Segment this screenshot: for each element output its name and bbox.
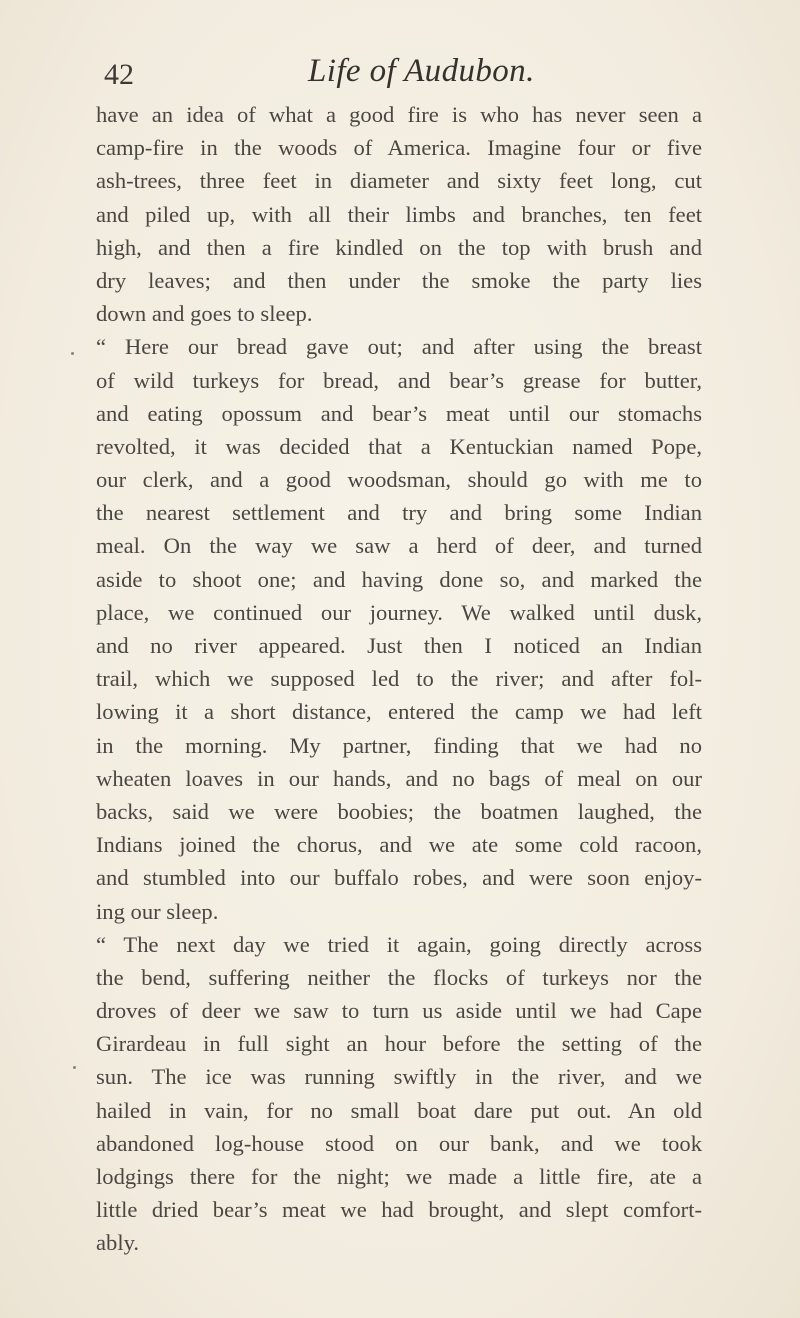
text-line: place, we continued our journey. We walked until dusk, <box>96 599 702 625</box>
text-line: abandoned log-house stood on our bank, and we took <box>96 1130 702 1156</box>
text-line: in the morning. My partner, finding that we had no <box>96 732 702 758</box>
text-line: and no river appeared. Just then I noticed an Indian <box>96 633 702 658</box>
margin-speck <box>71 352 74 355</box>
text-line: hailed in vain, for no small boat dare put out. An old <box>96 1097 702 1123</box>
text-line: dry leaves; and then under the smoke the party lies <box>96 267 702 293</box>
text-line: ably. <box>96 1230 140 1256</box>
text-line: sun. The ice was running swiftly in the river, and we <box>96 1064 702 1090</box>
text-line: meal. On the way we saw a herd of deer, and turned <box>96 533 702 559</box>
text-line: and piled up, with all their limbs and branches, ten feet <box>96 201 702 227</box>
text-line: little dried bear’s meat we had brought, and slept comfort- <box>96 1197 702 1223</box>
text-line: backs, said we were boobies; the boatmen laughed, the <box>96 798 702 824</box>
text-line: wheaten loaves in our hands, and no bags of meal on our <box>96 765 702 791</box>
text-line: down and goes to sleep. <box>96 301 313 327</box>
text-line: and eating opossum and bear’s meat until our stomachs <box>96 400 702 426</box>
page-number: 42 <box>104 58 134 91</box>
margin-speck <box>73 1066 76 1069</box>
text-line: high, and then a fire kindled on the top with brush and <box>96 234 702 260</box>
text-line: the nearest settlement and try and bring some Indian <box>96 500 702 526</box>
text-line: camp-fire in the woods of America. Imagine four or five <box>96 135 702 161</box>
text-line: trail, which we supposed led to the river; and after fol- <box>96 666 702 692</box>
text-line: ash-trees, three feet in diameter and sixty feet long, cut <box>96 168 702 194</box>
text-line: Indians joined the chorus, and we ate some cold racoon, <box>96 832 702 858</box>
text-line: revolted, it was decided that a Kentuckian named Pope, <box>96 433 702 459</box>
text-line: and stumbled into our buffalo robes, and were soon enjoy- <box>96 865 702 891</box>
text-line: “ The next day we tried it again, going directly across <box>96 931 702 957</box>
text-line: lodgings there for the night; we made a little fire, ate a <box>96 1164 702 1189</box>
text-line: “ Here our bread gave out; and after using the breast <box>96 334 702 360</box>
text-line: lowing it a short distance, entered the camp we had left <box>96 699 702 725</box>
text-line: of wild turkeys for bread, and bear’s grease for butter, <box>96 367 702 393</box>
text-line: droves of deer we saw to turn us aside until we had Cape <box>96 998 702 1024</box>
text-line: aside to shoot one; and having done so, and marked the <box>96 566 702 592</box>
text-line: the bend, suffering neither the flocks of turkeys nor the <box>96 964 702 990</box>
body-text <box>96 98 702 1260</box>
text-line: ing our sleep. <box>96 898 219 924</box>
text-line: have an idea of what a good fire is who has never seen a <box>96 102 702 127</box>
running-head: Life of Audubon. <box>308 53 535 89</box>
text-line: our clerk, and a good woodsman, should go with me to <box>96 467 702 493</box>
text-line: Girardeau in full sight an hour before the setting of the <box>96 1031 702 1057</box>
